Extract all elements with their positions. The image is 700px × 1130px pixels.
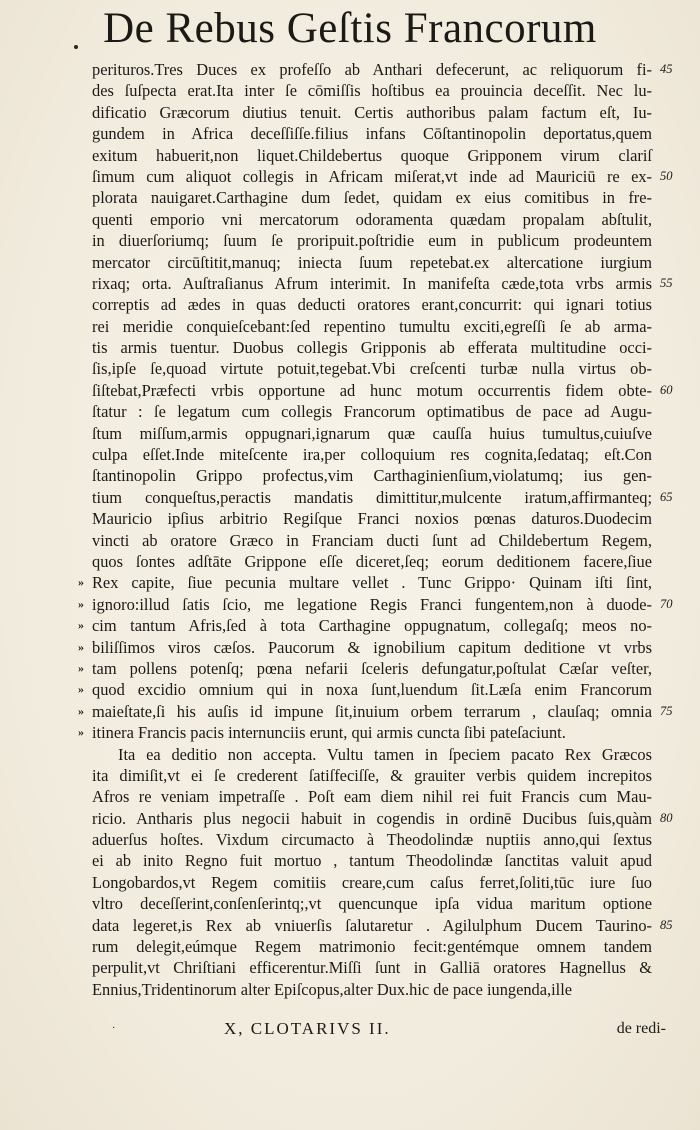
line-text: in diuerſoriumq; ſuum ſe proripuit.poſtridie eum in publicum prodeuntem — [92, 231, 652, 251]
text-line — [92, 765, 652, 786]
margin-line-number: 85 — [660, 917, 673, 932]
text-line — [92, 551, 652, 572]
line-text: culpa eſſet.Inde miteſcente ira,per colloquium res cognita,ſedataq; eſt.Con — [92, 445, 652, 465]
line-text: itinera Francis pacis internunciis erunt, qui armis cuncta ſibi pateſaciunt. — [92, 723, 566, 743]
line-text: Longobardos,vt Regem comitiis creare,cum caſus ferret,ſoliti,tūc iure ſuo — [92, 872, 652, 892]
line-text: biliſſimos viros cæſos. Paucorum & ignobilium capitum deditione vt vrbs — [92, 637, 652, 657]
line-text: gundem in Africa deceſſiſſe.filius infans Cōſtantinopolin deportatus,quem — [92, 124, 652, 144]
text-line — [92, 294, 652, 315]
quote-marker: » — [78, 703, 84, 718]
quote-marker: » — [78, 660, 84, 675]
line-text: vincti ab oratore Græco in Franciam ducti ſunt ad Childebertum Regem, — [92, 530, 652, 550]
running-head: De Rebus Geſtis Francorum — [103, 5, 597, 52]
text-line — [92, 872, 652, 893]
line-text: Rex capite, ſiue pecunia multare vellet . Tunc Grippo· Quinam iſti ſint, — [92, 573, 652, 593]
text-line — [92, 187, 652, 208]
line-text: ignoro:illud ſatis ſcio, me legatione Regis Franci fungentem,non à duode- — [92, 594, 652, 614]
text-line — [92, 957, 652, 978]
line-text: quod excidio omnium qui in noxa ſunt,luendum ſit.Læſa enim Francorum — [92, 680, 652, 700]
line-text: Afros re veniam impetraſſe . Poſt eam diem nihil rei fuit Francis cum Mau- — [92, 787, 652, 807]
text-line — [92, 530, 652, 551]
page-footer — [92, 1017, 666, 1041]
margin-line-number: 50 — [660, 168, 673, 183]
quote-marker: » — [78, 618, 84, 633]
text-line — [92, 915, 673, 936]
line-text: dificatio Græcorum diutius tenuit. Certis authoribus palam factum eſt, Iu- — [92, 102, 652, 122]
line-text: ſis,ipſe ſe,quoad virtute potuit,tegebat.Vbi creſcenti turbæ nulla virtus ob- — [92, 359, 652, 379]
line-text: perpulit,vt Chriſtiani efficerentur.Miſſi ſunt in Galliā oratores Hagnellus & — [92, 958, 652, 978]
text-line — [92, 145, 652, 166]
ink-dot — [74, 45, 78, 49]
quote-marker: » — [78, 682, 84, 697]
text-line — [92, 850, 652, 871]
line-text: exitum habuerit,non liquet.Childebertus quoque Gripponem virum clariſ — [92, 145, 652, 165]
line-text: tium conqueſtus,peractis mandatis dimittitur,mulcente iratum,affirmanteq; — [92, 487, 652, 507]
quote-marker: » — [78, 639, 84, 654]
text-line — [92, 358, 652, 379]
margin-line-number: 45 — [660, 62, 673, 76]
text-line — [92, 444, 652, 465]
text-line — [78, 637, 652, 658]
text-line — [92, 316, 652, 337]
text-line — [92, 487, 673, 508]
text-line — [92, 423, 652, 444]
text-line — [92, 786, 652, 807]
text-line — [92, 744, 652, 765]
quote-marker: » — [78, 725, 84, 740]
line-text: perituros.Tres Duces ex profeſſo ab Anthari defecerunt, ac reliquorum fi- — [92, 60, 652, 79]
line-text: ſiſtebat,Præfecti vrbis opportune ad hunc motum occurrentis fidem obte- — [92, 380, 652, 400]
margin-line-number: 65 — [660, 489, 673, 504]
text-line — [78, 615, 652, 636]
text-line — [78, 572, 652, 593]
text-line — [92, 59, 673, 80]
margin-line-number: 75 — [660, 703, 673, 718]
line-text: vltro deceſſerint,conſenſerintq;,vt quencunque ipſa vidua maritum optione — [92, 894, 652, 914]
line-text: plorata nauigaret.Carthagine dum ſedet, quidam ex eius comitibus in fre- — [92, 188, 652, 208]
line-text: maieſtate,ſi his auſis id impune ſit,inuium orbem terrarum , clauſaq; omnia — [92, 701, 652, 721]
text-line — [92, 508, 652, 529]
text-line — [78, 679, 652, 700]
line-text: ſtum miſſum,armis oppugnari,ignarum quæ cauſſa huius tumultus,cuiuſve — [92, 423, 652, 443]
footer-bullet: · — [112, 1023, 116, 1034]
line-text: quenti emporio vni mercatorum odoramenta quædam propalam abſtulit, — [92, 209, 652, 229]
line-text: Ita ea deditio non accepta. Vultu tamen in ſpeciem pacato Rex Græcos — [118, 744, 652, 764]
text-line — [92, 936, 652, 957]
margin-line-number: 60 — [660, 382, 673, 397]
body-text — [78, 59, 673, 1000]
text-line — [92, 465, 652, 486]
line-text: tis armis tuentur. Duobus collegis Gripponis ab efferata multitudine occi- — [92, 338, 652, 358]
text-line — [92, 380, 673, 401]
line-text: quos ſontes adſtāte Grippone eſſe diceret,ſeq; eorum deditionem facere,ſiue — [92, 551, 652, 571]
margin-line-number: 70 — [660, 596, 673, 611]
text-line — [92, 273, 673, 294]
text-line — [92, 808, 673, 829]
line-text: tam pollens potenſq; pœna nefarii ſceleris defungatur,poſtulat Cæſar veſter, — [92, 658, 652, 678]
text-line — [92, 893, 652, 914]
text-line — [92, 252, 652, 273]
line-text: Mauricio ipſius arbitrio Regiſque Franci noxios pœnas daturos.Duodecim — [92, 509, 652, 529]
line-text: mercator circūſtitit,manuq; iniecta ſuum repetebat.ex altercatione iurgium — [92, 252, 652, 272]
text-line — [92, 979, 652, 1000]
text-line — [92, 401, 652, 422]
text-line — [92, 230, 652, 251]
signature-mark: X, CLOTARIVS II. — [224, 1019, 391, 1038]
line-text: cim tantum Afris,ſed à tota Carthagine oppugnatum, collegaſq; meos no- — [92, 616, 652, 636]
catchword: de redi- — [616, 1020, 666, 1037]
margin-line-number: 80 — [660, 810, 673, 825]
text-line — [92, 166, 673, 187]
line-text: ei ab inito Regno fuit mortuo , tantum Theodolindæ ſanctitas valuit apud — [92, 851, 652, 871]
quote-marker: » — [78, 575, 84, 590]
line-text: rei meridie conquieſcebant:ſed repentino tumultu exciti,egreſſi ſe ab arma- — [92, 316, 652, 336]
text-line — [78, 701, 673, 722]
margin-line-number: 55 — [660, 275, 673, 290]
line-text: rixaq; orta. Auſtraſianus Afrum interimit. In manifeſta cæde,tota vrbs armis — [92, 273, 652, 293]
line-text: aduerſus hoſtes. Vixdum circumacto à Theodolindæ nuptiis anno,qui ſextus — [92, 830, 652, 850]
line-text: Ennius,Tridentinorum alter Epiſcopus,alter Dux.hic de pace iungenda,ille — [92, 979, 573, 999]
text-line — [92, 829, 652, 850]
line-text: des ſuſpecta erat.Ita inter ſe cōmiſſis hoſtibus ea prouincia deceſſit. Nec lu- — [92, 81, 652, 101]
line-text: ricio. Antharis plus negocii habuit in cogendis in ordinē Ducibus ſuis,quàm — [92, 808, 652, 828]
text-line — [92, 337, 652, 358]
line-text: ſtatur : ſe legatum cum collegis Francorum optimatibus de pace ad Augu- — [92, 402, 652, 422]
text-line — [92, 123, 652, 144]
text-line — [92, 102, 652, 123]
line-text: rum delegit,eúmque Regem matrimonio fecit:gentémque omnem tandem — [92, 937, 652, 957]
text-line — [78, 594, 673, 615]
line-text: ſtantinopolin Grippo profectus,vim Carthaginienſium,violatumq; ius gen- — [92, 466, 652, 486]
line-text: ita dimiſit,vt ei ſe crederent ſatiſfeciſſe, & grauiter verbis quidem increpitos — [92, 765, 652, 785]
text-line — [78, 658, 652, 679]
text-line — [78, 722, 652, 743]
line-text: data legeret,is Rex ab vniuerſis ſalutaretur . Agilulphum Ducem Taurino- — [92, 915, 652, 935]
quote-marker: » — [78, 596, 84, 611]
line-text: correptis ad ædes in quas deducti oratores erant,concurrit: qui ignari totius — [92, 295, 652, 315]
line-text: ſimum cum aliquot collegis in Africam miſerat,vt inde ad Mauriciū re ex- — [92, 166, 652, 186]
text-line — [92, 80, 652, 101]
text-line — [92, 209, 652, 230]
